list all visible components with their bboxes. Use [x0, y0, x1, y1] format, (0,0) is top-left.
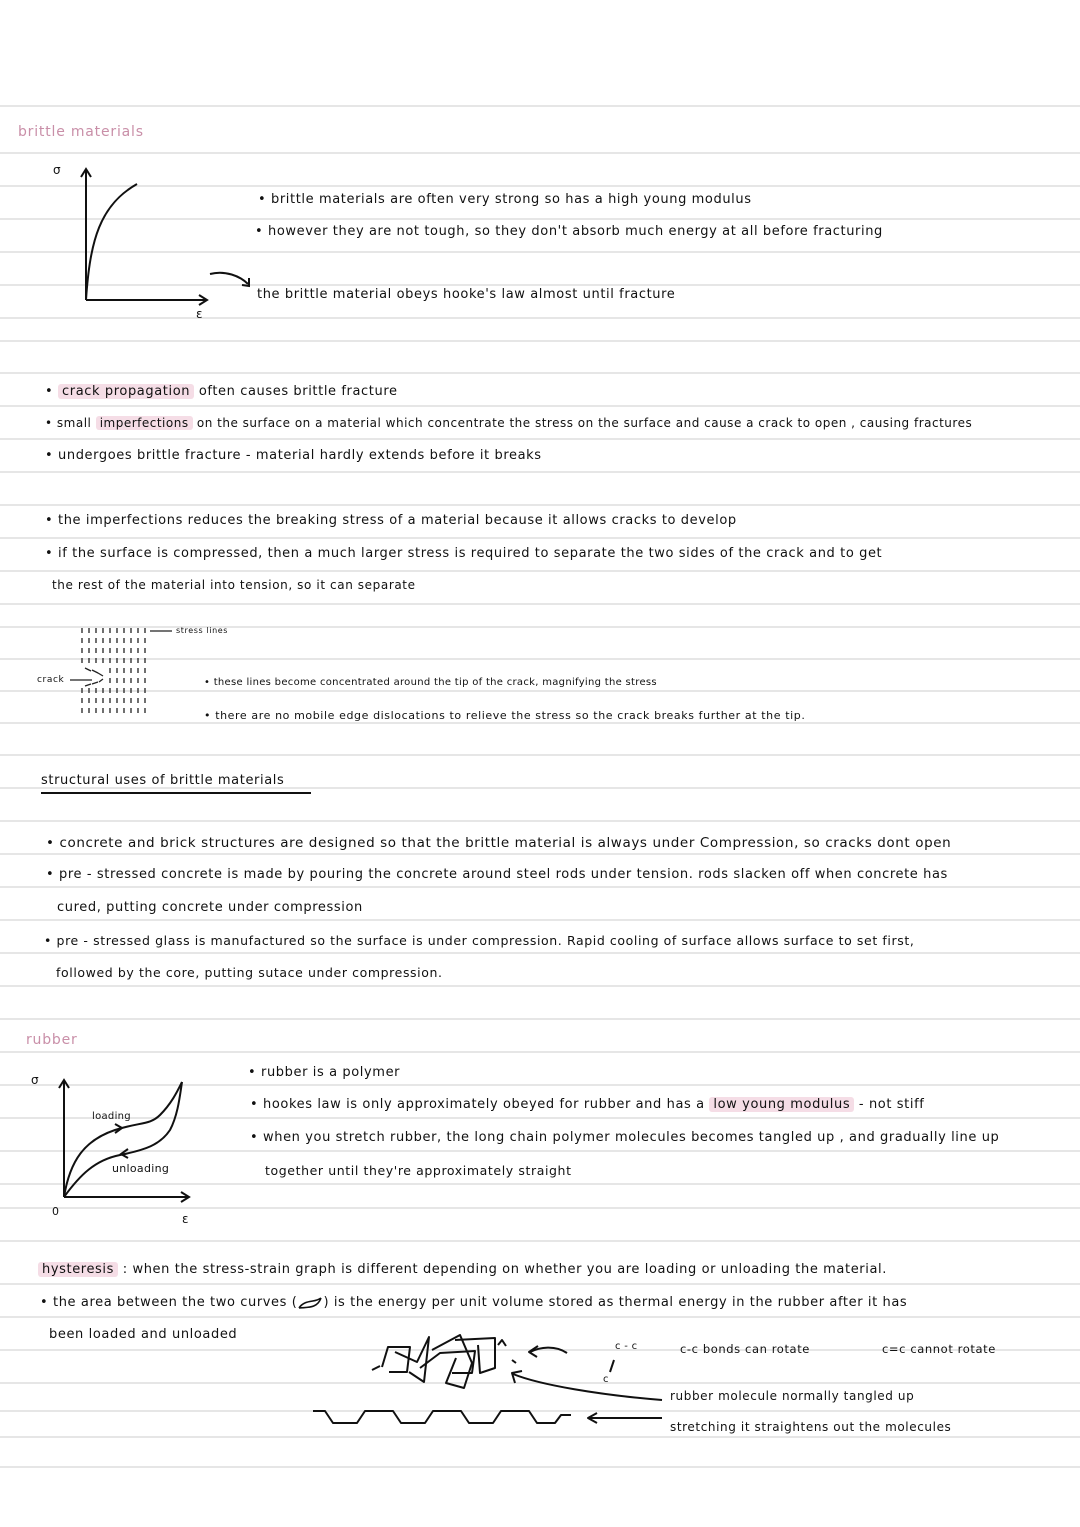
- highlight-imperfections: imperfections: [96, 416, 193, 430]
- highlight-low-young-modulus: low young modulus: [709, 1097, 854, 1112]
- bullet-text: - not stiff: [854, 1097, 925, 1112]
- imperfection-bullet-2: • if the surface is compressed, then a much larger stress is required to separate the two sides of the crack and to get: [45, 546, 883, 561]
- bullet-text: hookes law is only approximately obeyed for rubber and has a: [263, 1097, 710, 1112]
- tangled-note: rubber molecule normally tangled up: [670, 1389, 915, 1403]
- area-text: ) is the energy per unit volume stored as thermal energy in the rubber after it has: [323, 1295, 908, 1310]
- imperfection-bullet-1: • the imperfections reduces the breaking stress of a material because it allows cracks to develop: [45, 513, 737, 528]
- stress-lines-label: stress lines: [176, 626, 229, 635]
- bullet-text: the imperfections reduces the breaking stress of a material because it allows cracks to develop: [58, 513, 737, 528]
- hookes-law-note: the brittle material obeys hooke's law almost until fracture: [257, 287, 676, 302]
- structural-bullet-2: • pre - stressed concrete is made by pouring the concrete around steel rods under tension. rods slacken off when concrete has: [46, 867, 948, 882]
- rubber-bullet-1: • rubber is a polymer: [248, 1065, 401, 1080]
- structural-uses-heading: structural uses of brittle materials: [41, 773, 311, 794]
- note-text: there are no mobile edge dislocations to relieve the stress so the crack breaks further at the tip.: [215, 709, 806, 722]
- bond-label-bottom: c: [603, 1374, 609, 1385]
- highlight-crack-propagation: crack propagation: [58, 384, 194, 399]
- crack-bullet-1: • crack propagation often causes brittle fracture: [45, 384, 398, 399]
- bullet-text: if the surface is compressed, then a much larger stress is required to separate the two sides of the crack and to get: [58, 546, 883, 561]
- rubber-graph-x-label: ε: [182, 1212, 190, 1226]
- bullet-text: rubber is a polymer: [261, 1065, 401, 1080]
- brittle-bullet-2: • however they are not tough, so they don't absorb much energy at all before fracturing: [255, 224, 883, 239]
- unloading-label: unloading: [112, 1162, 170, 1175]
- structural-bullet-3: • pre - stressed glass is manufactured so the surface is under compression. Rapid cooling of surface allows surface to set first,: [44, 933, 915, 948]
- hysteresis-area-line: • the area between the two curves ( ) is the energy per unit volume stored as thermal energy in the rubber after it has: [40, 1295, 908, 1310]
- loading-label: loading: [92, 1111, 131, 1122]
- tangled-molecule: [372, 1335, 516, 1388]
- c-double-c-note: c=c cannot rotate: [882, 1342, 996, 1356]
- bullet-text: pre - stressed glass is manufactured so the surface is under compression. Rapid cooling of surface allows surface to set first,: [56, 933, 915, 948]
- bullet-text: on the surface on a material which concentrate the stress on the surface and cause a crack to open , causing fractures: [192, 416, 973, 430]
- section-heading-brittle: brittle materials: [18, 124, 144, 140]
- brittle-bullet-1: • brittle materials are often very strong so has a high young modulus: [258, 192, 752, 207]
- hysteresis-area-line-cont: been loaded and unloaded: [49, 1327, 238, 1342]
- highlight-hysteresis: hysteresis: [38, 1262, 118, 1277]
- rubber-bullet-3: • when you stretch rubber, the long chain polymer molecules becomes tangled up , and gradually line up: [250, 1130, 1000, 1145]
- stretched-note: stretching it straightens out the molecules: [670, 1420, 952, 1434]
- bullet-text: undergoes brittle fracture - material hardly extends before it breaks: [58, 448, 542, 463]
- graph-y-label: σ: [53, 163, 62, 177]
- imperfection-bullet-2-cont: the rest of the material into tension, so it can separate: [52, 578, 416, 592]
- crack-label: crack: [37, 675, 65, 685]
- bullet-text: brittle materials are often very strong so has a high young modulus: [271, 192, 752, 207]
- crack-bullet-2: • small imperfections on the surface on a material which concentrate the stress on the surface and cause a crack to open , causing fractures: [45, 416, 973, 430]
- bullet-text: often causes brittle fracture: [194, 384, 398, 399]
- rubber-bullet-3-cont: together until they're approximately straight: [265, 1163, 572, 1178]
- rubber-graph-origin-label: 0: [52, 1205, 60, 1218]
- bullet-text: small: [56, 416, 96, 430]
- structural-bullet-1: • concrete and brick structures are designed so that the brittle material is always under Compression, so cracks dont open: [46, 835, 952, 851]
- bond-label-top: c - c: [615, 1341, 638, 1352]
- note-text: these lines become concentrated around the tip of the crack, magnifying the stress: [213, 677, 657, 688]
- cc-rotate-note: c-c bonds can rotate: [680, 1342, 810, 1356]
- crack-bullet-3: • undergoes brittle fracture - material hardly extends before it breaks: [45, 448, 542, 463]
- rubber-graph-y-label: σ: [31, 1073, 40, 1087]
- diagram-note-2: • there are no mobile edge dislocations to relieve the stress so the crack breaks further at the tip.: [204, 709, 806, 722]
- rubber-bullet-2: • hookes law is only approximately obeyed for rubber and has a low young modulus - not stiff: [250, 1097, 925, 1112]
- structural-bullet-3-cont: followed by the core, putting sutace under compression.: [56, 965, 443, 980]
- bullet-text: when you stretch rubber, the long chain polymer molecules becomes tangled up , and gradually line up: [263, 1130, 1000, 1145]
- bullet-text: pre - stressed concrete is made by pouring the concrete around steel rods under tension. rods slacken off when concrete has: [59, 867, 948, 882]
- structural-bullet-2-cont: cured, putting concrete under compression: [57, 900, 363, 915]
- bullet-text: however they are not tough, so they don't absorb much energy at all before fracturing: [268, 224, 883, 239]
- bullet-text: concrete and brick structures are designed so that the brittle material is always under Compression, so cracks dont open: [59, 835, 952, 851]
- diagram-note-1: • these lines become concentrated around the tip of the crack, magnifying the stress: [204, 677, 657, 688]
- definition-text: : when the stress-strain graph is different depending on whether you are loading or unloading the material.: [118, 1262, 887, 1277]
- area-text: the area between the two curves (: [53, 1295, 298, 1310]
- graph-x-label: ε: [196, 307, 204, 321]
- section-heading-rubber: rubber: [26, 1032, 78, 1048]
